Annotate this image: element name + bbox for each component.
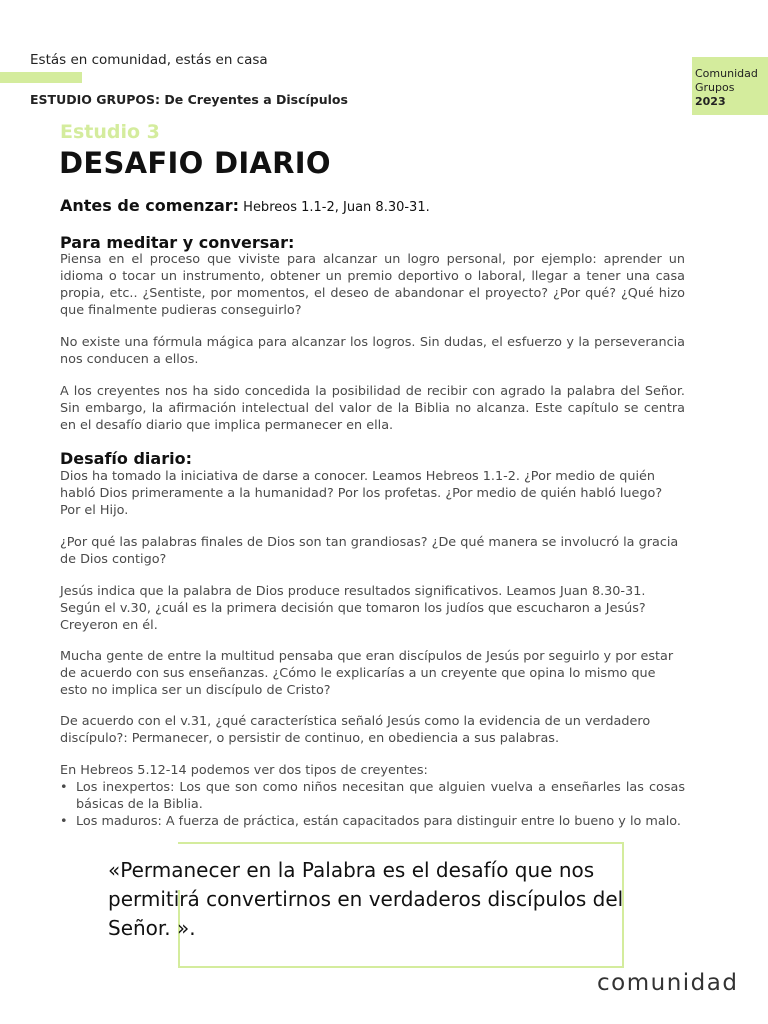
quote-frame-top: [178, 842, 624, 844]
study-number: Estudio 3: [60, 121, 160, 143]
list-item: • Los inexpertos: Los que son como niños necesitan que alguien vuelva a enseñarles las cosas básicas de la Biblia.: [60, 779, 685, 813]
challenge-paragraph: En Hebreos 5.12-14 podemos ver dos tipos de creyentes:: [60, 763, 428, 778]
corner-tag-line: Comunidad: [695, 67, 758, 80]
quote-frame-bottom: [178, 966, 624, 968]
challenge-heading: Desafío diario:: [60, 449, 192, 468]
header-tagline: Estás en comunidad, estás en casa: [30, 52, 268, 68]
study-series-label: ESTUDIO GRUPOS: De Creyentes a Discípulos: [30, 92, 348, 107]
challenge-paragraph: De acuerdo con el v.31, ¿qué característica señaló Jesús como la evidencia de un verdadero discípulo?: Permanecer, o persistir de continuo, en obediencia a sus palabras.: [60, 714, 651, 746]
challenge-paragraph: Mucha gente de entre la multitud pensaba que eran discípulos de Jesús por seguirlo y por estar de acuerdo con sus enseñanzas. ¿Cómo le explicarías a un creyente que opina lo mismo que esto no implica ser un discípulo de Cristo?: [60, 649, 674, 698]
footer-brand-wordmark: comunidad: [597, 970, 739, 996]
before-starting-line: [60, 196, 430, 215]
tagline-accent-bar: [0, 72, 82, 83]
corner-tag-year: 2023: [695, 95, 726, 108]
page-title: DESAFIO DIARIO: [59, 146, 331, 180]
believer-types-list: [60, 779, 685, 830]
pull-quote: «Permanecer en la Palabra es el desafío que nos permitirá convertirnos en verdaderos discípulos del Señor. ».: [108, 858, 624, 940]
challenge-paragraph: ¿Por qué las palabras finales de Dios son tan grandiosas? ¿De qué manera se involucró la gracia de Dios contigo?: [60, 535, 679, 567]
before-starting-label: Antes de comenzar:: [60, 196, 240, 215]
list-item: • Los maduros: A fuerza de práctica, están capacitados para distinguir entre lo bueno y lo malo.: [60, 813, 685, 830]
challenge-paragraph: Dios ha tomado la iniciativa de darse a conocer. Leamos Hebreos 1.1-2. ¿Por medio de quién habló Dios primeramente a la humanidad? Por los profetas. ¿Por medio de quién habló luego? Por el Hijo.: [60, 469, 663, 518]
meditate-paragraph: A los creyentes nos ha sido concedida la posibilidad de recibir con agrado la palabra del Señor. Sin embargo, la afirmación intelectual del valor de la Biblia no alcanza. Este capítulo se centra en el desafío diario que implica permanecer en ella.: [60, 384, 685, 433]
before-starting-refs: Hebreos 1.1-2, Juan 8.30-31.: [239, 200, 430, 215]
meditate-heading: Para meditar y conversar:: [60, 233, 295, 252]
corner-tag: [692, 57, 768, 115]
meditate-paragraph: No existe una fórmula mágica para alcanzar los logros. Sin dudas, el esfuerzo y la perseverancia nos conducen a ellos.: [60, 335, 685, 367]
corner-tag-line: Grupos: [695, 81, 735, 94]
meditate-paragraph: Piensa en el proceso que viviste para alcanzar un logro personal, por ejemplo: aprender un idioma o tocar un instrumento, obtener un premio deportivo o laboral, llegar a tener una casa propia, etc.. ¿Sentiste, por momentos, el deseo de abandonar el proyecto? ¿Por qué? ¿Qué hizo que finalmente pudieras conseguirlo?: [60, 252, 685, 318]
challenge-paragraph: Jesús indica que la palabra de Dios produce resultados significativos. Leamos Juan 8.30-31. Según el v.30, ¿cuál es la primera decisión que tomaron los judíos que escucharon a Jesús? Creyeron en él.: [60, 584, 646, 633]
